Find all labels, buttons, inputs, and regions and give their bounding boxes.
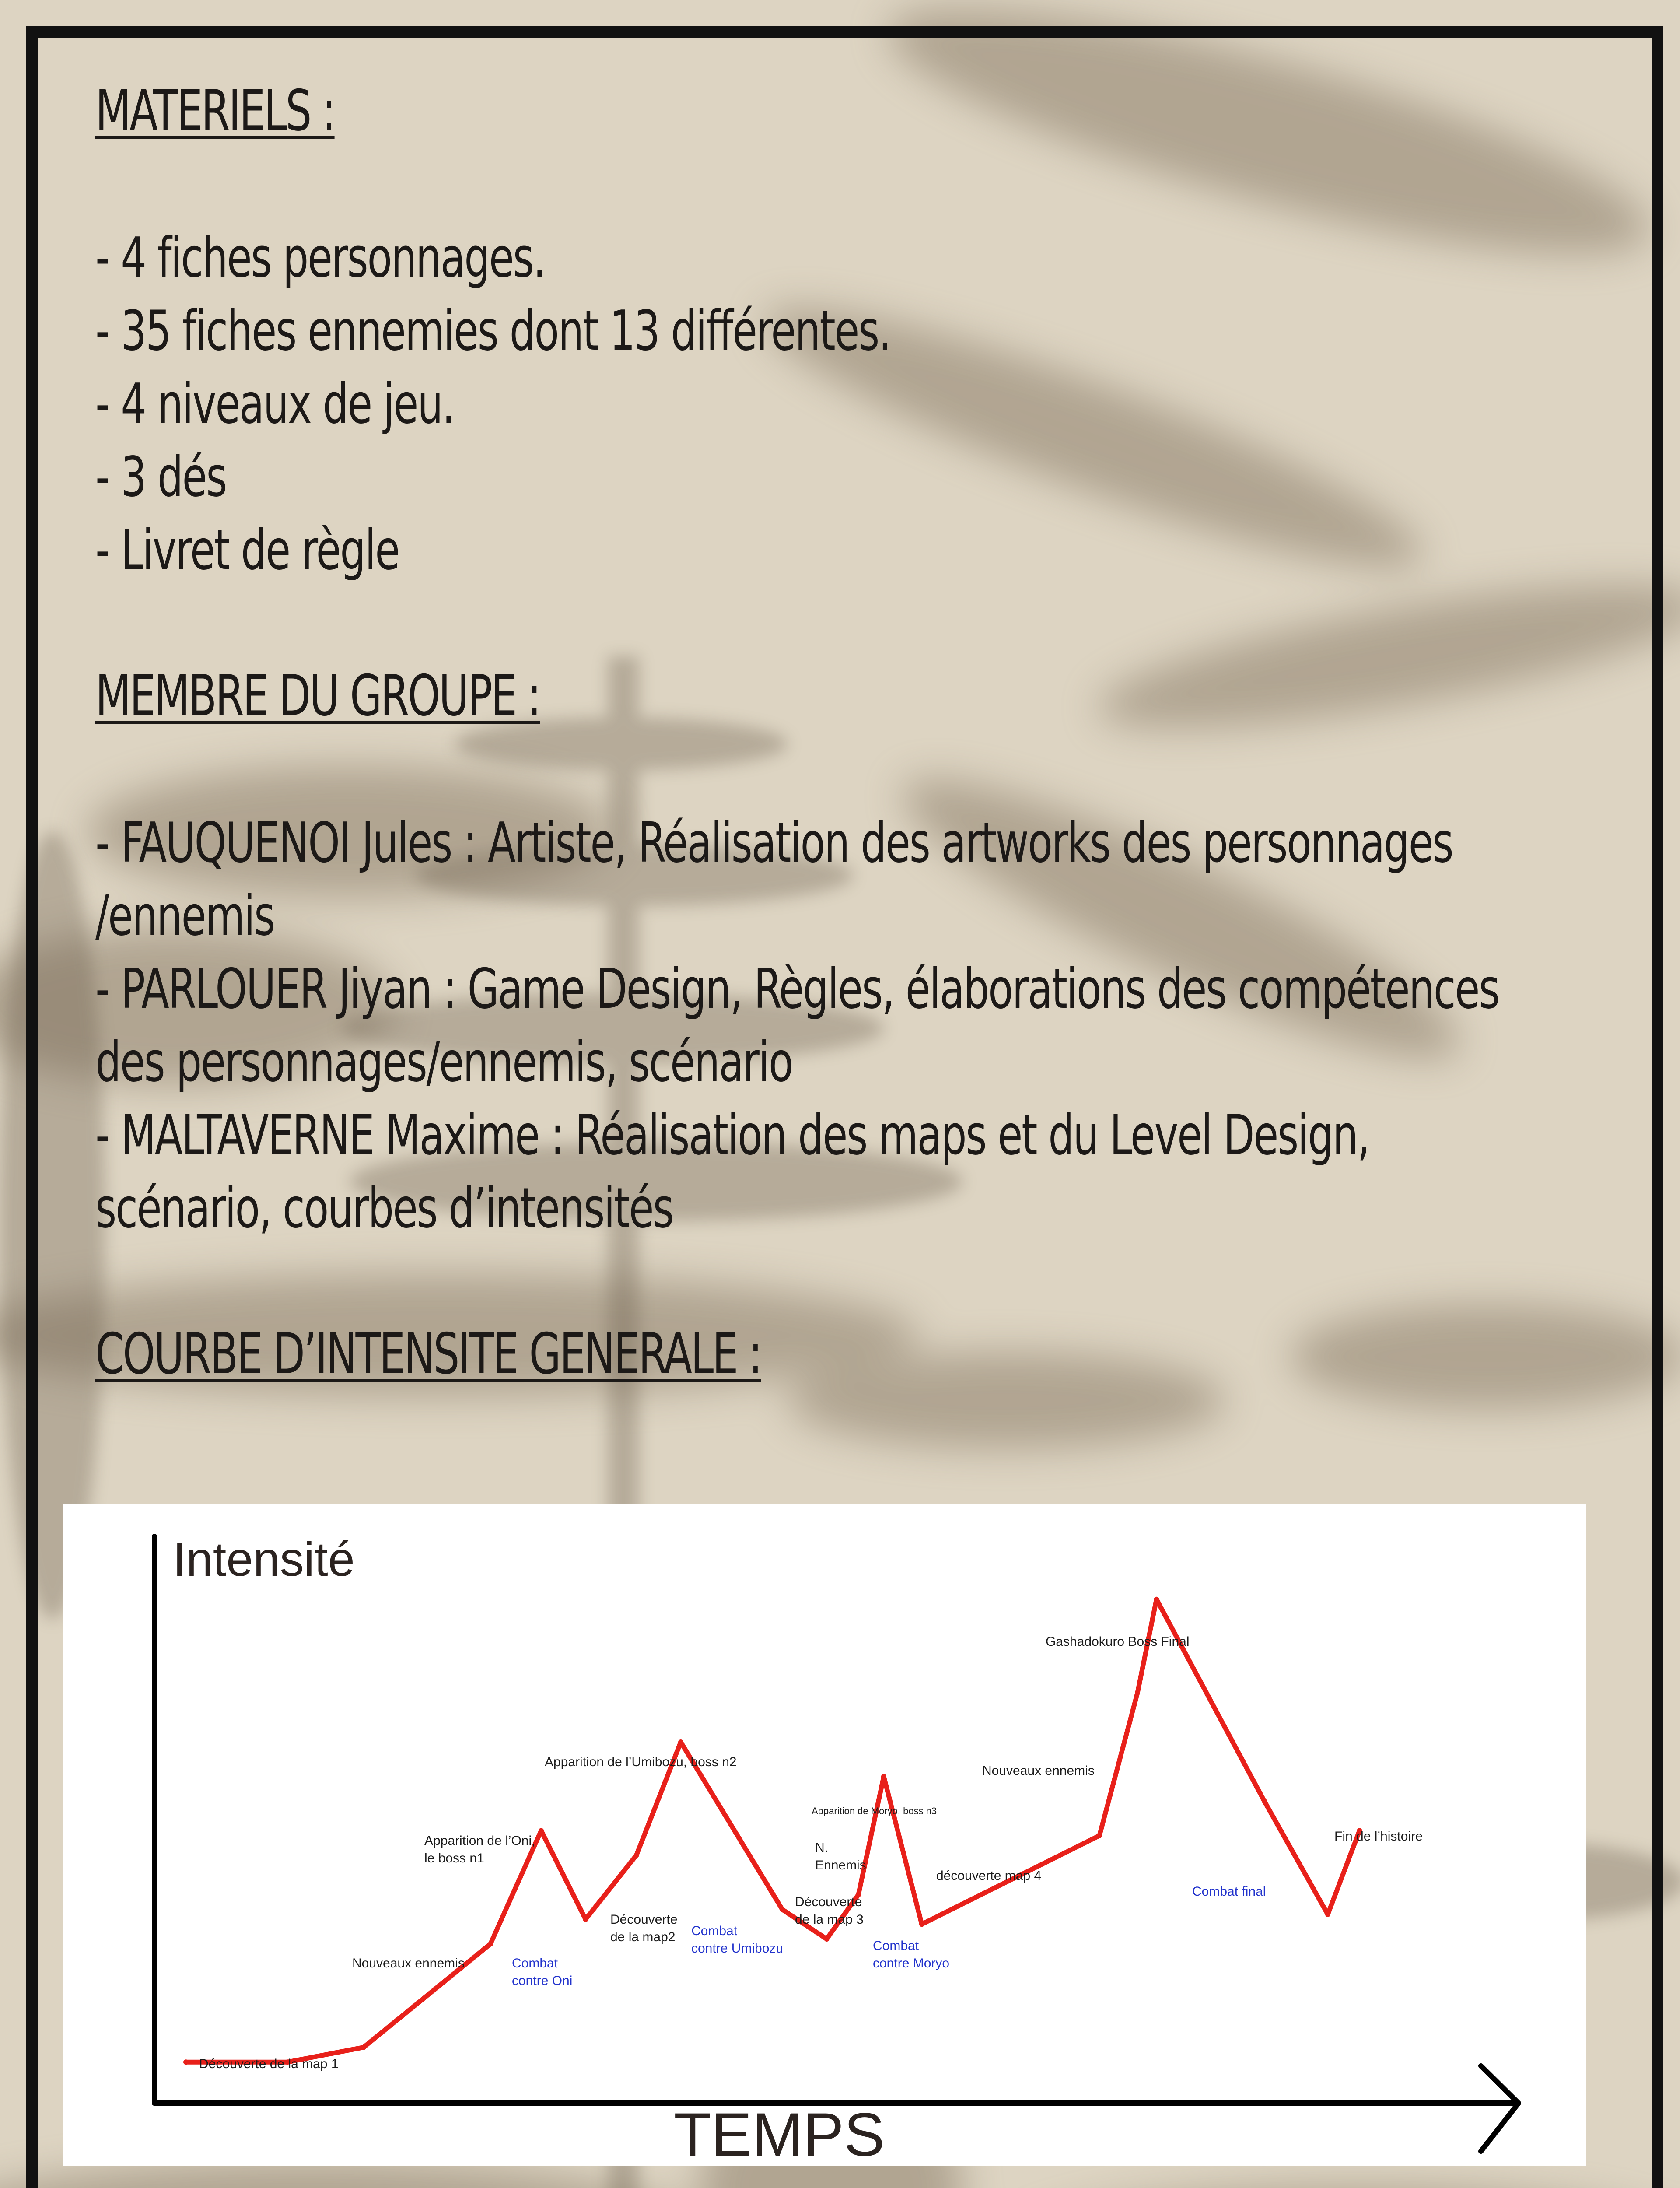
annotation-label: Apparition de Moryo, boss n3 [812,1806,937,1816]
intensity-point [488,1941,493,1946]
annotation-label-blue: contre Moryo [873,1956,950,1971]
materials-item: - 3 dés [95,445,227,509]
group-heading: MEMBRE DU GROUPE : [95,663,540,729]
x-axis-label: TEMPS [674,2100,885,2166]
annotation-label: Apparition de l’Oni, [424,1834,536,1848]
intensity-point [361,2045,366,2050]
annotation-label: Nouveaux ennemis [352,1956,465,1971]
intensity-point [1135,1690,1140,1696]
annotation-label: de la map2 [610,1930,676,1944]
intensity-point [539,1828,544,1834]
annotation-label: Découverte [610,1912,678,1927]
intensity-chart [63,1504,1586,2166]
group-member-line: - PARLOUER Jiyan : Game Design, Règles, élaborations des compétences [95,957,1499,1021]
annotation-label-blue: contre Oni [512,1974,573,1988]
intensity-point [678,1739,683,1745]
group-member-line: des personnages/ennemis, scénario [95,1030,793,1094]
annotation-label: découverte map 4 [936,1869,1042,1883]
annotation-label: Gashadokuro Boss Final [1046,1634,1190,1649]
group-member-line: scénario, courbes d’intensités [95,1176,673,1240]
intensity-point [919,1922,924,1927]
materials-item: - Livret de règle [95,518,399,582]
materials-list [95,221,1640,586]
annotation-label: le boss n1 [424,1851,484,1865]
annotation-label: Fin de l’histoire [1334,1829,1423,1844]
annotation-label: N. [815,1841,828,1855]
group-members-list [95,806,1640,1245]
intensity-point [780,1907,785,1912]
group-member-line: - FAUQUENOI Jules : Artiste, Réalisation des artworks des personnages [95,810,1453,875]
y-axis-label: Intensité [173,1532,355,1586]
annotation-label: Découverte [795,1895,862,1909]
annotation-label: Ennemis [815,1858,866,1872]
materials-item: - 35 fiches ennemies dont 13 différentes. [95,298,891,363]
intensity-point [824,1936,830,1942]
intensity-point [583,1917,588,1922]
curve-heading: COURBE D’INTENSITE GENERALE : [95,1322,761,1387]
intensity-curve [186,1599,1360,2062]
intensity-point [881,1774,886,1779]
intensity-point [1154,1597,1159,1602]
materials-item: - 4 niveaux de jeu. [95,372,454,436]
materials-heading: MATERIELS : [95,78,335,144]
annotation-label: Apparition de l’Umibozu, boss n2 [545,1755,737,1769]
intensity-point [1097,1833,1102,1838]
annotation-label-blue: Combat [873,1939,919,1953]
intensity-point [634,1853,639,1858]
group-member-line: - MALTAVERNE Maxime : Réalisation des maps et du Level Design, [95,1103,1369,1167]
annotation-label: Découverte de la map 1 [199,2057,339,2071]
intensity-point [183,2059,189,2065]
materials-item: - 4 fiches personnages. [95,225,545,290]
annotation-label: de la map 3 [795,1912,864,1927]
intensity-point [1262,1799,1267,1804]
x-axis-arrow-icon [1481,2066,1519,2151]
page-content [95,74,1640,1391]
annotation-label-blue: contre Umibozu [691,1941,784,1956]
annotation-label-blue: Combat [512,1956,558,1971]
intensity-chart-panel [63,1504,1586,2166]
intensity-point [1325,1912,1330,1917]
annotation-label-blue: Combat [691,1924,738,1938]
annotation-label-blue: Combat final [1192,1884,1266,1899]
annotation-label: Nouveaux ennemis [982,1764,1095,1778]
group-member-line: /ennemis [95,884,274,948]
